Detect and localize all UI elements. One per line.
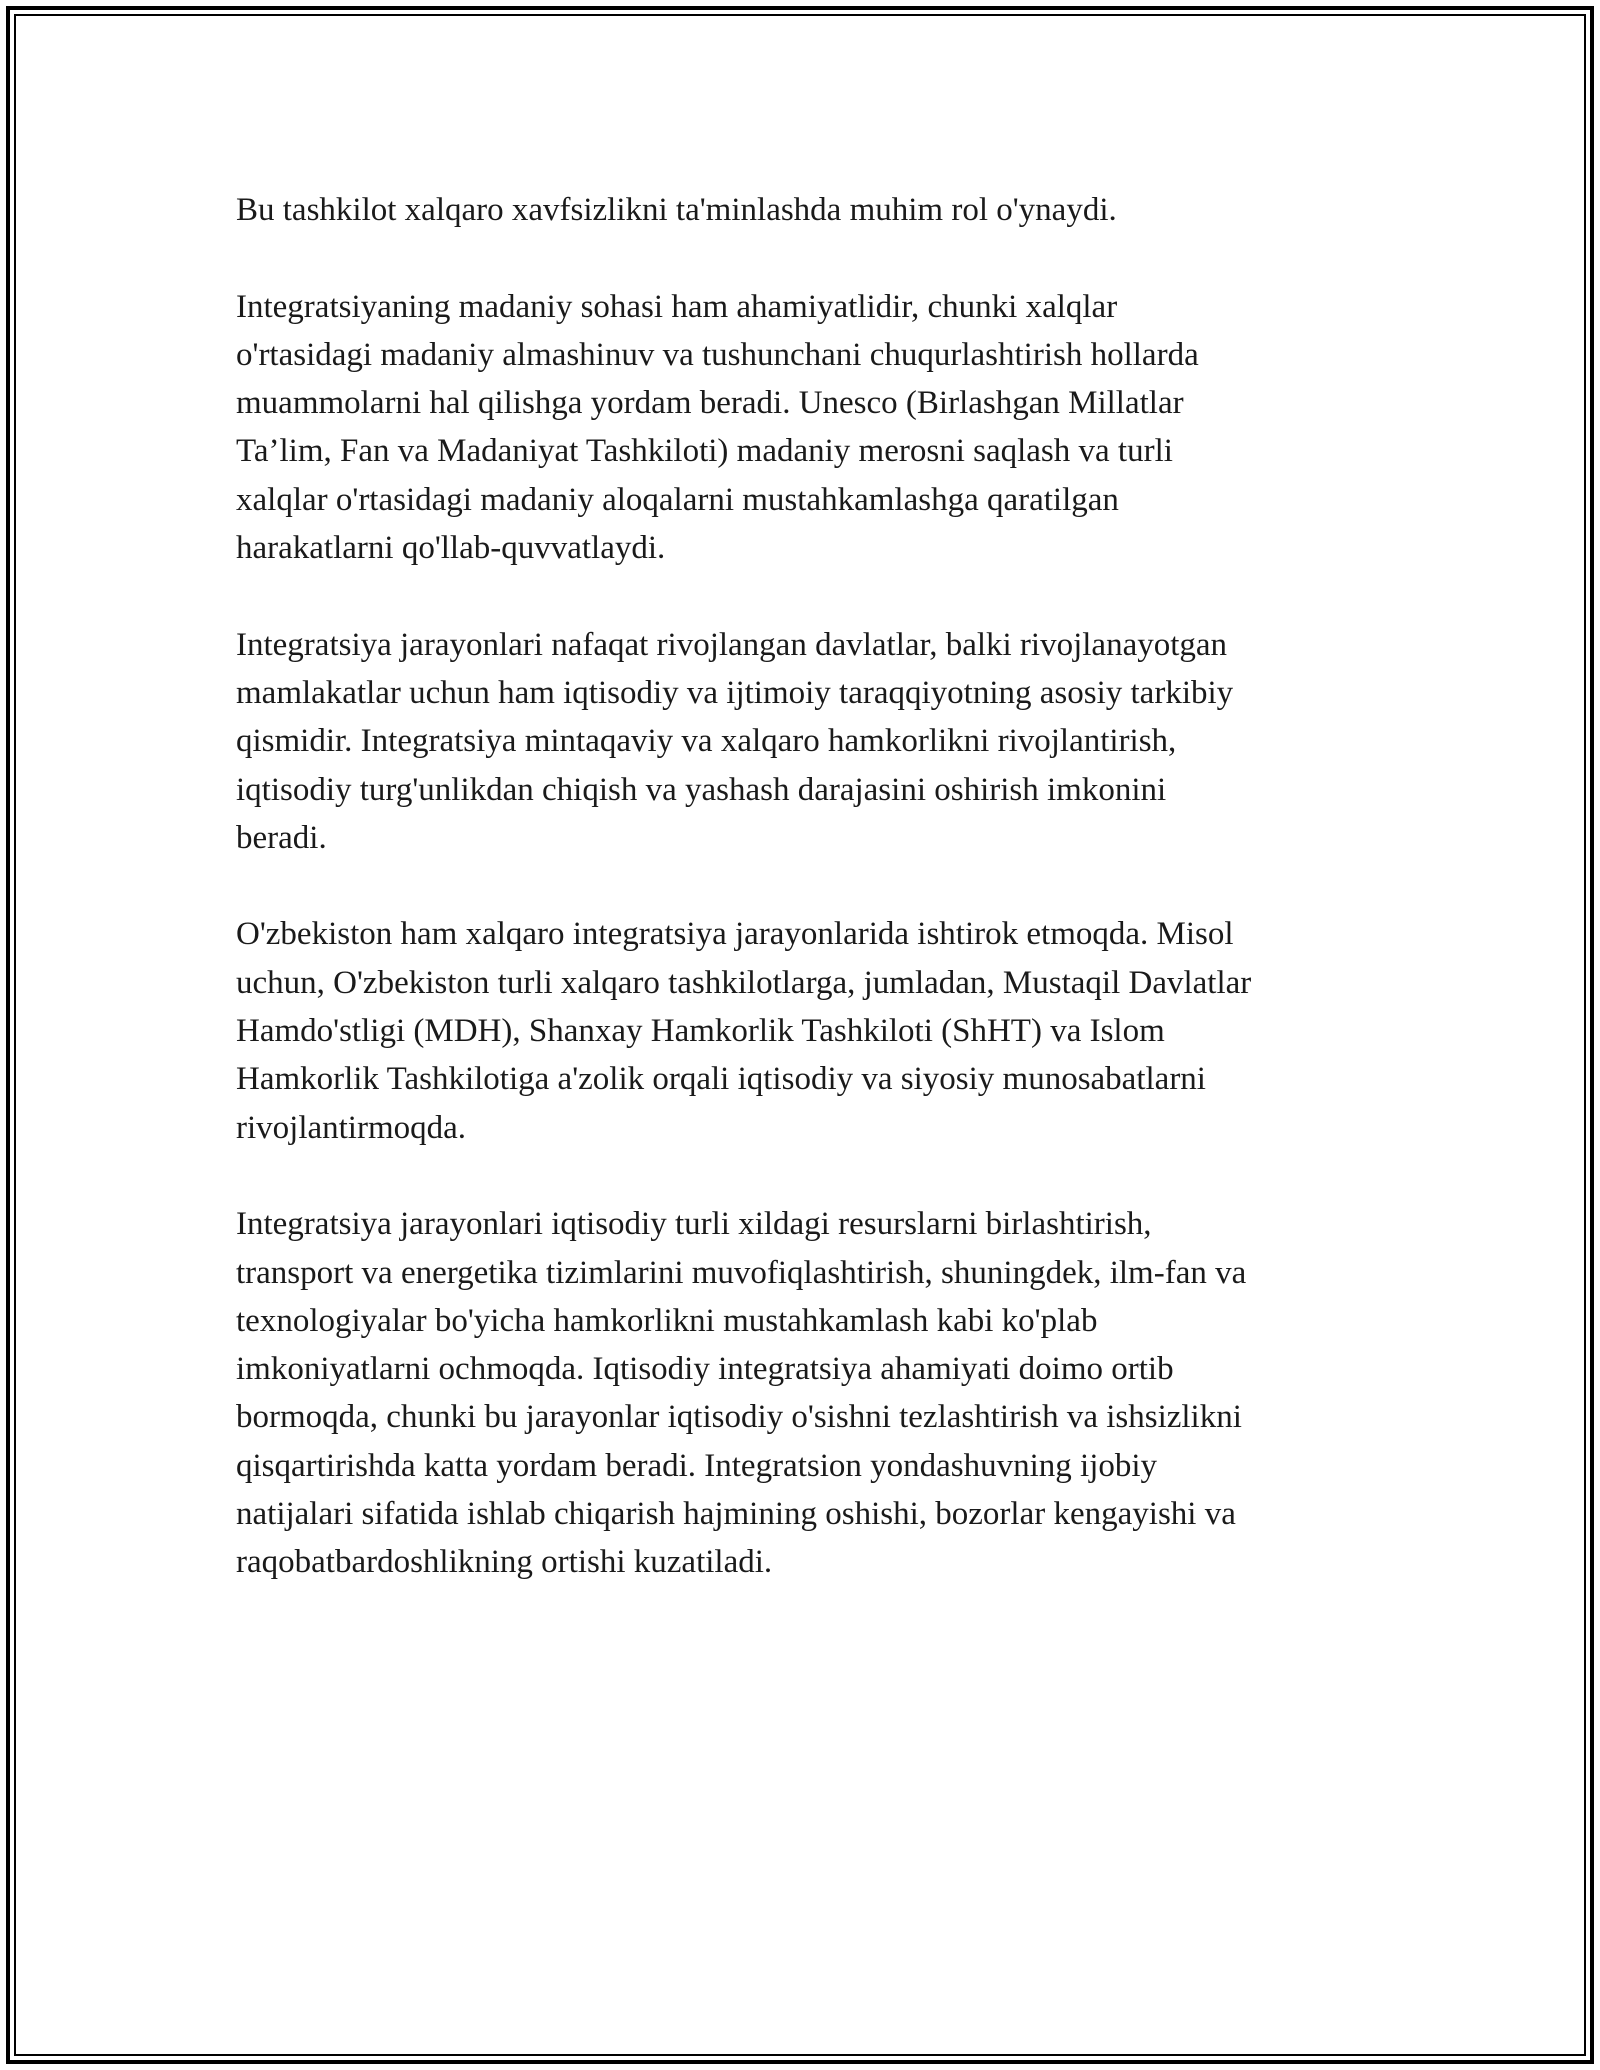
paragraph-3 [236, 621, 1396, 862]
text-line: Integratsiya jarayonlari iqtisodiy turli xildagi resurslarni birlashtirish, [236, 1206, 1152, 1243]
paragraph-5 [236, 1200, 1396, 1586]
paragraph-2 [236, 283, 1396, 573]
text-line: Hamkorlik Tashkilotiga a'zolik orqali iqtisodiy va siyosiy munosabatlarni [236, 1061, 1206, 1098]
text-line: O'zbekiston ham xalqaro integratsiya jarayonlarida ishtirok etmoqda. Misol [236, 916, 1234, 953]
document-body [236, 186, 1396, 1635]
text-line: rivojlantirmoqda. [236, 1109, 467, 1146]
text-line: Ta’lim, Fan va Madaniyat Tashkiloti) madaniy merosni saqlash va turli [236, 433, 1173, 470]
text-line: Integratsiya jarayonlari nafaqat rivojlangan davlatlar, balki rivojlanayotgan [236, 626, 1228, 663]
text-line: mamlakatlar uchun ham iqtisodiy va ijtimoiy taraqqiyotning asosiy tarkibiy [236, 674, 1234, 711]
text-line: Bu tashkilot xalqaro xavfsizlikni ta'minlashda muhim rol o'ynaydi. [236, 192, 1117, 228]
text-line: Hamdo'stligi (MDH), Shanxay Hamkorlik Tashkiloti (ShHT) va Islom [236, 1013, 1165, 1050]
text-line: Integratsiyaning madaniy sohasi ham ahamiyatlidir, chunki xalqlar [236, 288, 1118, 325]
text-line: imkoniyatlarni ochmoqda. Iqtisodiy integratsiya ahamiyati doimo ortib [236, 1351, 1174, 1388]
text-line: harakatlarni qo'llab-quvvatlaydi. [236, 530, 666, 567]
text-line: raqobatbardoshlikning ortishi kuzatiladi. [236, 1544, 773, 1581]
text-line: uchun, O'zbekiston turli xalqaro tashkilotlarga, jumladan, Mustaqil Davlatlar [236, 964, 1252, 1001]
text-line: texnologiyalar bo'yicha hamkorlikni mustahkamlash kabi ko'plab [236, 1302, 1098, 1339]
text-line: qismidir. Integratsiya mintaqaviy va xalqaro hamkorlikni rivojlantirish, [236, 723, 1177, 760]
text-line: o'rtasidagi madaniy almashinuv va tushunchani chuqurlashtirish hollarda [236, 336, 1199, 373]
text-line: natijalari sifatida ishlab chiqarish hajmining oshishi, bozorlar kengayishi va [236, 1496, 1236, 1533]
text-line: qisqartirishda katta yordam beradi. Integratsion yondashuvning ijobiy [236, 1447, 1158, 1484]
paragraph-1 [236, 186, 1396, 234]
text-line: xalqlar o'rtasidagi madaniy aloqalarni mustahkamlashga qaratilgan [236, 481, 1119, 518]
text-line: transport va energetika tizimlarini muvofiqlashtirish, shuningdek, ilm-fan va [236, 1254, 1247, 1291]
text-line: iqtisodiy turg'unlikdan chiqish va yashash darajasini oshirish imkonini [236, 771, 1167, 808]
text-line: bormoqda, chunki bu jarayonlar iqtisodiy o'sishni tezlashtirish va ishsizlikni [236, 1399, 1242, 1436]
text-line: beradi. [236, 819, 327, 856]
text-line: muammolarni hal qilishga yordam beradi. Unesco (Birlashgan Millatlar [236, 385, 1184, 422]
paragraph-4 [236, 910, 1396, 1151]
